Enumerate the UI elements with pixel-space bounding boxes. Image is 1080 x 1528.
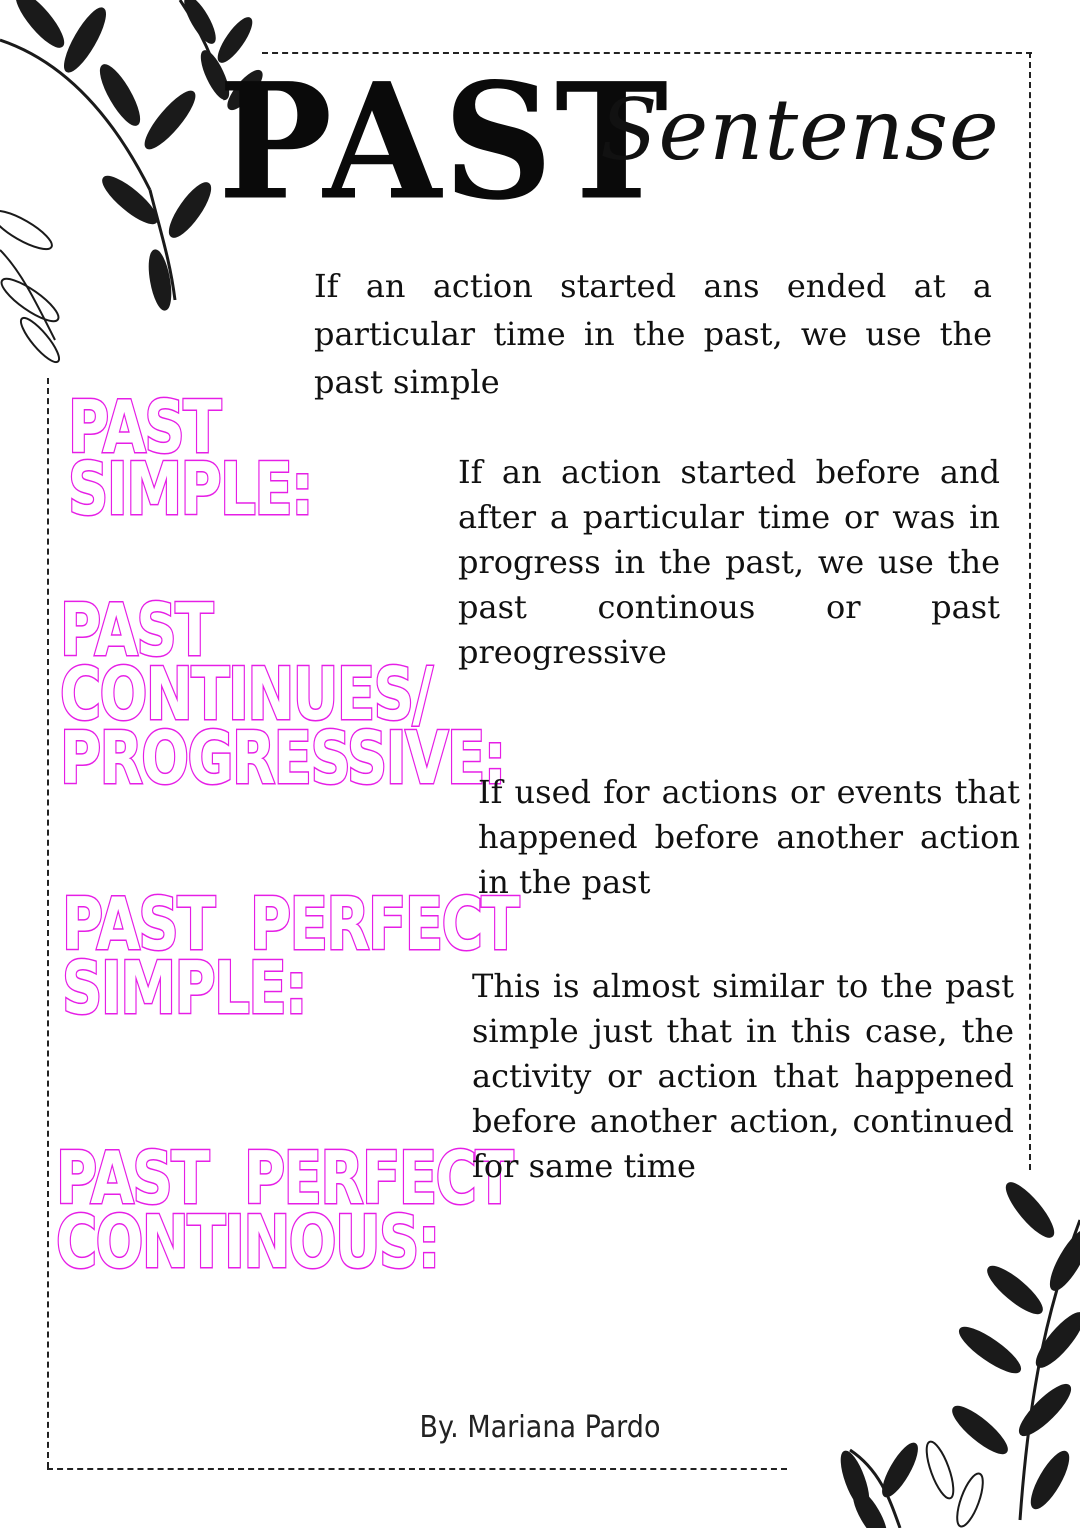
page-title-script: Sentense [600, 81, 1000, 179]
section-label-past-perfect-simple: PAST PERFECT SIMPLE: [62, 882, 519, 1030]
section-text-past-continuous: If an action started before and after a particular time or was in progress in the past, we use the past continous or past preogressive [458, 453, 1000, 671]
section-text-past-perfect-simple: If used for actions or events that happened before another action in the past [478, 773, 1020, 901]
section-label-past-perfect-continuous: PAST PERFECT CONTINOUS: [56, 1136, 513, 1284]
section-text-past-perfect-continuous: This is almost similar to the past simple just that in this case, the activity or action that happened before another action, continued for same time [472, 967, 1014, 1185]
leaf-branch-bottom-right-icon [830, 1180, 1080, 1528]
section-label-past-continuous: PAST CONTINUES/ PROGRESSIVE: [60, 588, 505, 800]
frame-border-right [1029, 52, 1031, 1170]
page-title: PAST [218, 47, 671, 236]
frame-border-bottom [47, 1468, 787, 1470]
section-text-past-simple: If an action started ans ended at a particular time in the past, we use the past simple [314, 267, 992, 401]
section-label-past-simple: PAST SIMPLE: [68, 385, 313, 531]
frame-border-left [47, 378, 49, 1468]
author-credit: By. Mariana Pardo [419, 1410, 661, 1445]
